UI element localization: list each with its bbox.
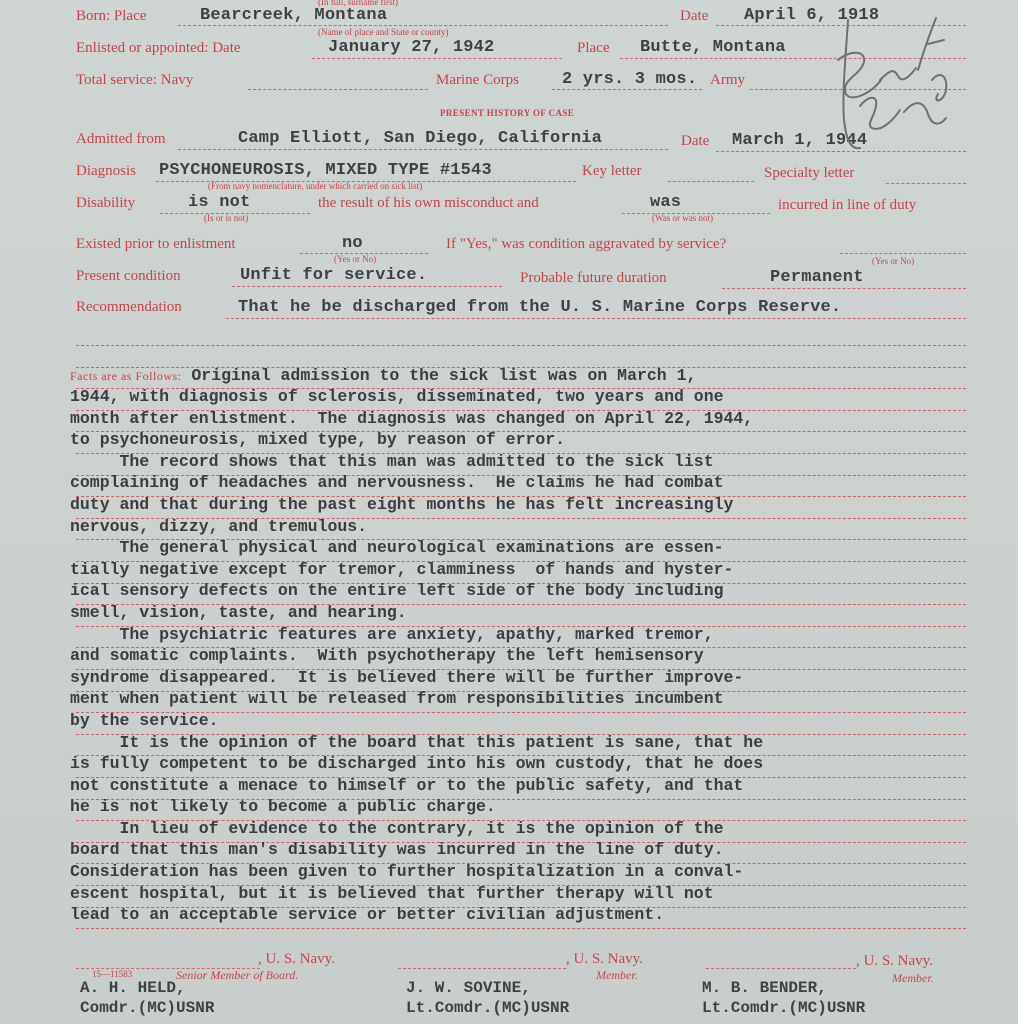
specialty-letter-label: Specialty letter xyxy=(764,165,855,181)
born-place-label: Born: Place xyxy=(76,8,147,24)
handwritten-annotation xyxy=(820,10,970,160)
aggravated-line xyxy=(840,253,966,254)
diagnosis-note: (From navy nomenclature, under which carried on sick list) xyxy=(208,181,423,191)
facts-line: to psychoneurosis, mixed type, by reason of error. xyxy=(70,430,566,450)
marine-corps-line xyxy=(552,89,702,90)
diagnosis-value: PSYCHONEUROSIS, MIXED TYPE #1543 xyxy=(159,161,492,180)
born-date-label: Date xyxy=(680,8,709,24)
facts-line: The record shows that this man was admitted to the sick list xyxy=(70,451,714,471)
present-condition-value: Unfit for service. xyxy=(240,266,428,285)
enlisted-place-label: Place xyxy=(577,40,610,56)
line-of-duty-note: (Was or was not) xyxy=(652,213,714,223)
form-number: 15—11583 xyxy=(92,969,133,979)
facts-line: nervous, dizzy, and tremulous. xyxy=(70,516,368,536)
facts-line: month after enlistment. The diagnosis was changed on April 22, 1944, xyxy=(70,408,754,428)
admitted-from-line xyxy=(178,149,668,150)
enlisted-date-label: Enlisted or appointed: Date xyxy=(76,40,241,56)
signature-name-2: J. W. SOVINE, xyxy=(406,979,531,997)
disability-label: Disability xyxy=(76,195,136,211)
facts-line: complaining of headaches and nervousness. He claims he had combat xyxy=(70,473,724,493)
facts-line: and somatic complaints. With psychotherapy the left hemisensory xyxy=(70,646,704,666)
facts-line: lead to an acceptable service or better civilian adjustment. xyxy=(70,905,665,925)
present-condition-line xyxy=(232,286,502,287)
facts-line: syndrome disappeared. It is believed there will be further improve- xyxy=(70,667,744,687)
navy-label-3: , U. S. Navy. xyxy=(856,953,933,969)
facts-line: duty and that during the past eight months he has felt increasingly xyxy=(70,494,734,514)
navy-service-line xyxy=(248,89,428,90)
present-condition-label: Present condition xyxy=(76,268,181,284)
army-label: Army xyxy=(710,72,745,88)
line-of-duty-value: was xyxy=(650,193,682,212)
disability-value: is not xyxy=(188,193,251,212)
diagnosis-label: Diagnosis xyxy=(76,163,136,179)
admitted-date-label: Date xyxy=(681,133,710,149)
born-place-value: Bearcreek, Montana xyxy=(200,6,388,25)
name-field-note: (In full, surname first) xyxy=(318,0,398,7)
future-duration-label: Probable future duration xyxy=(520,270,667,286)
specialty-letter-line xyxy=(886,183,966,184)
existed-prior-label: Existed prior to enlistment xyxy=(76,236,236,252)
facts-line: smell, vision, taste, and hearing. xyxy=(70,602,407,622)
facts-line: ment when patient will be released from responsibilities incumbent xyxy=(70,689,724,709)
misconduct-text: the result of his own misconduct and xyxy=(318,195,539,211)
facts-line: ical sensory defects on the entire left side of the body including xyxy=(70,581,724,601)
facts-line: is fully competent to be discharged into his own custody, that he does xyxy=(70,754,764,774)
role-2: Member. xyxy=(596,968,638,982)
facts-label: Facts are as Follows: xyxy=(70,369,182,383)
enlisted-date-line xyxy=(312,58,562,59)
ruled-line xyxy=(76,345,966,346)
facts-body xyxy=(70,386,980,926)
facts-line: In lieu of evidence to the contrary, it is the opinion of the xyxy=(70,818,724,838)
recommendation-line xyxy=(226,318,966,319)
facts-line: he is not likely to become a public charge. xyxy=(70,797,496,817)
signature-line-2 xyxy=(398,968,566,969)
aggravated-note: (Yes or No) xyxy=(872,256,915,266)
facts-line: The psychiatric features are anxiety, apathy, marked tremor, xyxy=(70,624,714,644)
marine-corps-value: 2 yrs. 3 mos. xyxy=(562,70,698,89)
facts-line: 1944, with diagnosis of sclerosis, disseminated, two years and one xyxy=(70,387,724,406)
recommendation-label: Recommendation xyxy=(76,299,182,315)
facts-line: The general physical and neurological examinations are essen- xyxy=(70,538,724,558)
existed-prior-note: (Yes or No) xyxy=(334,254,377,264)
signature-rank-1: Comdr.(MC)USNR xyxy=(80,999,215,1017)
role-3: Member. xyxy=(892,971,934,985)
facts-first-line xyxy=(70,365,980,388)
line-of-duty-text: incurred in line of duty xyxy=(778,197,917,213)
signature-name-3: M. B. BENDER, xyxy=(702,979,827,997)
born-place-line xyxy=(178,25,668,26)
enlisted-place-value: Butte, Montana xyxy=(640,38,786,57)
signature-line-3 xyxy=(706,968,856,969)
ruled-line xyxy=(76,928,966,929)
signature-rank-3: Lt.Comdr.(MC)USNR xyxy=(702,999,866,1017)
role-1: Senior Member of Board. xyxy=(176,968,299,982)
signature-rank-2: Lt.Comdr.(MC)USNR xyxy=(406,999,570,1017)
total-service-label: Total service: Navy xyxy=(76,72,194,88)
disability-note: (Is or is not) xyxy=(204,213,249,223)
facts-line: not constitute a menace to himself or to the public safety, and that xyxy=(70,775,744,795)
recommendation-value: That he be discharged from the U. S. Marine Corps Reserve. xyxy=(238,298,842,317)
handwriting-strokes xyxy=(838,18,946,148)
born-date-value: April 6, 1918 xyxy=(744,6,880,25)
key-letter-line xyxy=(668,181,754,182)
born-place-note: (Name of place and State or county) xyxy=(318,27,449,37)
facts-line: tially negative except for tremor, clamminess of hands and hyster- xyxy=(70,559,734,579)
admitted-from-label: Admitted from xyxy=(76,131,166,147)
marine-corps-label: Marine Corps xyxy=(436,72,519,88)
future-duration-value: Permanent xyxy=(770,268,864,287)
signature-name-1: A. H. HELD, xyxy=(80,979,186,997)
key-letter-label: Key letter xyxy=(582,163,642,179)
aggravated-label: If "Yes," was condition aggravated by service? xyxy=(446,236,727,252)
facts-line: escent hospital, but it is believed that further therapy will not xyxy=(70,883,714,903)
admitted-date-value: March 1, 1944 xyxy=(732,131,868,150)
facts-line: board that this man's disability was incurred in the line of duty. xyxy=(70,840,724,860)
navy-label-2: , U. S. Navy. xyxy=(566,951,643,967)
admitted-from-value: Camp Elliott, San Diego, California xyxy=(238,129,603,148)
section-heading: PRESENT HISTORY OF CASE xyxy=(440,108,575,118)
facts-line: by the service. xyxy=(70,710,219,730)
existed-prior-value: no xyxy=(342,234,363,253)
navy-label-1: , U. S. Navy. xyxy=(258,951,335,967)
facts-line: It is the opinion of the board that this patient is sane, that he xyxy=(70,732,764,752)
facts-line: Consideration has been given to further hospitalization in a conval- xyxy=(70,862,744,882)
enlisted-date-value: January 27, 1942 xyxy=(328,38,495,57)
future-duration-line xyxy=(722,288,966,289)
facts-first-line-text: Original admission to the sick list was on March 1, xyxy=(181,366,697,385)
